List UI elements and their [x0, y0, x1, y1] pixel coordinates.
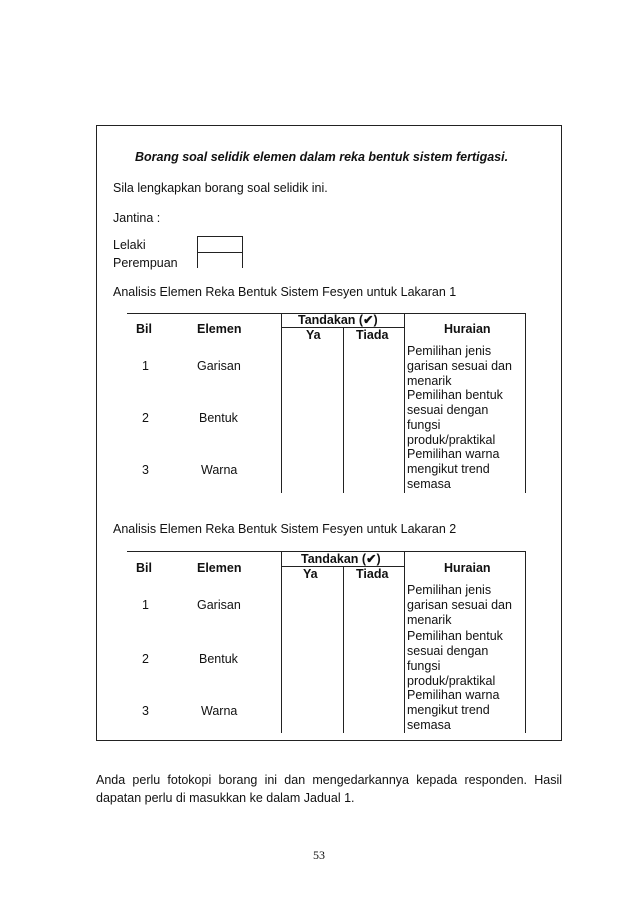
table2-header-huraian: Huraian	[444, 561, 491, 575]
footer-paragraph: Anda perlu fotokopi borang ini dan mengedarkannya kepada responden. Hasil dapatan perlu di masukkan ke dalam Jadual 1.	[96, 773, 562, 805]
table2	[127, 551, 526, 733]
table1-caption: Analisis Elemen Reka Bentuk Sistem Fesyen untuk Lakaran 1	[113, 285, 457, 299]
table1-row3-elemen: Warna	[201, 463, 238, 477]
table2-row2-huraian: Pemilihan bentuk sesuai dengan fungsi produk/praktikal	[407, 629, 503, 688]
gender-label: Jantina :	[113, 211, 161, 225]
table2-row1-bil: 1	[142, 598, 149, 612]
table2-row3-huraian: Pemilihan warna mengikut trend semasa	[407, 688, 500, 732]
table1-header-huraian: Huraian	[444, 322, 491, 336]
page-number: 53	[313, 848, 325, 862]
table1-row3-huraian: Pemilihan warna mengikut trend semasa	[407, 447, 500, 491]
gender-box-divider	[197, 252, 243, 253]
table2-header-bil: Bil	[136, 561, 152, 575]
table1-row2-elemen: Bentuk	[199, 411, 238, 425]
table2-row3-elemen: Warna	[201, 704, 238, 718]
table1-row1-huraian: Pemilihan jenis garisan sesuai dan menarik	[407, 344, 512, 388]
table2-header-elemen: Elemen	[197, 561, 242, 575]
table1-right-border	[525, 313, 526, 493]
table1-row3-bil: 3	[142, 463, 149, 477]
table2-row1-elemen: Garisan	[197, 598, 241, 612]
table1-row1-bil: 1	[142, 359, 149, 373]
table1-col-tiada-border	[343, 327, 344, 493]
table1-header-tandakan: Tandakan (✔)	[298, 313, 378, 327]
table2-row3-bil: 3	[142, 704, 149, 718]
table2-header-tiada: Tiada	[356, 567, 389, 581]
table2-row1-huraian: Pemilihan jenis garisan sesuai dan menarik	[407, 583, 512, 627]
table2-header-tandakan: Tandakan (✔)	[301, 552, 381, 566]
instruction-text: Sila lengkapkan borang soal selidik ini.	[113, 181, 328, 195]
table1-header-ya: Ya	[306, 328, 321, 342]
table2-caption: Analisis Elemen Reka Bentuk Sistem Fesyen untuk Lakaran 2	[113, 522, 457, 536]
table1-col-huraian-border	[404, 313, 405, 493]
table2-right-border	[525, 551, 526, 733]
gender-option-female: Perempuan	[113, 256, 178, 270]
table1-header-elemen: Elemen	[197, 322, 242, 336]
table2-row2-elemen: Bentuk	[199, 652, 238, 666]
table1-header-tiada: Tiada	[356, 328, 389, 342]
table1-header-bil: Bil	[136, 322, 152, 336]
table2-col-tiada-border	[343, 566, 344, 733]
table2-header-ya: Ya	[303, 567, 318, 581]
table1-col-ya-border	[281, 313, 282, 493]
form-title: Borang soal selidik elemen dalam reka bentuk sistem fertigasi.	[135, 150, 509, 164]
table2-col-huraian-border	[404, 551, 405, 733]
table1-row1-elemen: Garisan	[197, 359, 241, 373]
table1-row2-bil: 2	[142, 411, 149, 425]
table1-row2-huraian: Pemilihan bentuk sesuai dengan fungsi produk/praktikal	[407, 388, 503, 447]
table1	[127, 313, 526, 493]
table2-row2-bil: 2	[142, 652, 149, 666]
gender-option-male: Lelaki	[113, 238, 146, 252]
table2-col-ya-border	[281, 551, 282, 733]
